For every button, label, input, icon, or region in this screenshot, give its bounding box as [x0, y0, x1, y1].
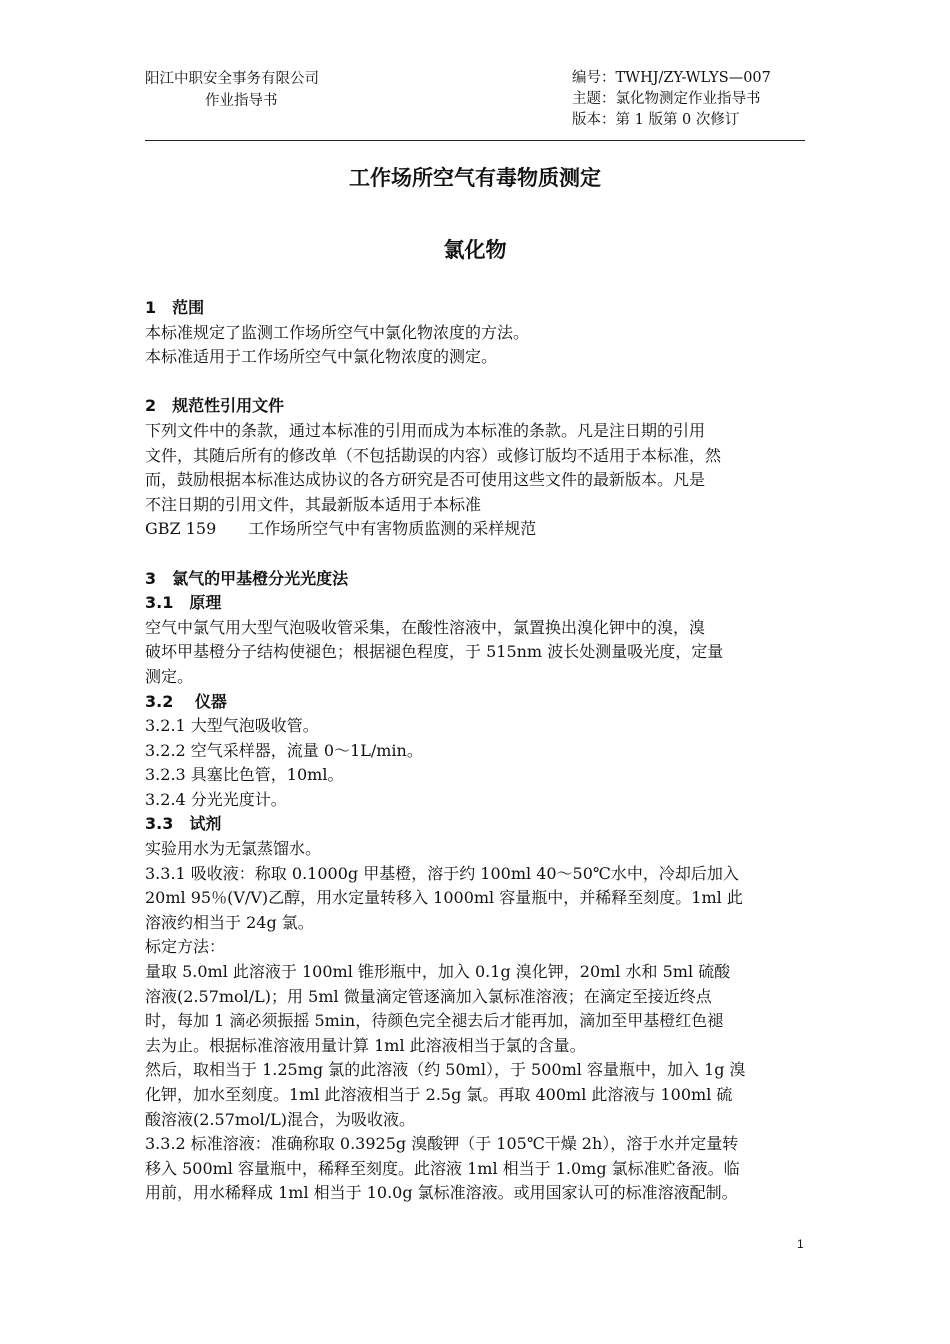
page-number: 1: [797, 1237, 804, 1251]
text-line: 3.3.2 标准溶液：准确称取 0.3925g 溴酸钾（于 105℃干燥 2h），溶于水并定量转: [145, 1134, 739, 1154]
text-line: 实验用水为无氯蒸馏水。: [145, 839, 322, 859]
section-heading: 1 范围: [145, 298, 205, 317]
text-line: 3.2.3 具塞比色管，10ml。: [145, 765, 344, 785]
company-name: 阳江中职安全事务有限公司: [145, 71, 319, 87]
text-line: 下列文件中的条款，通过本标准的引用而成为本标准的条款。凡是注日期的引用: [145, 420, 706, 440]
text-line: 20ml 95％(V/V)乙醇，用水定量转移入 1000ml 容量瓶中，并稀释至刻度。1ml 此: [145, 888, 743, 908]
section-heading: 3.1 原理: [145, 593, 222, 613]
text-line: 酸溶液(2.57mol/L)混合，为吸收液。: [145, 1109, 416, 1129]
header-right: [572, 68, 771, 131]
text-line: 时，每加 1 滴必须振摇 5min，待颜色完全褪去后才能再加，滴加至甲基橙红色褪: [145, 1011, 724, 1031]
document-subject: 主题：氯化物测定作业指导书: [572, 91, 761, 107]
text-line: 3.2.4 分光光度计。: [145, 789, 287, 809]
header-divider: [145, 140, 805, 141]
text-line: 破坏甲基橙分子结构使褪色；根据褪色程度，于 515nm 波长处测量吸光度，定量: [145, 642, 724, 662]
page-subtitle: 氯化物: [443, 238, 507, 262]
text-line: 不注日期的引用文件，其最新版本适用于本标准: [145, 494, 482, 514]
text-line: 去为止。根据标准溶液用量计算 1ml 此溶液相当于氯的含量。: [145, 1035, 586, 1055]
text-line: 溶液约相当于 24g 氯。: [145, 912, 314, 932]
text-line: 移入 500ml 容量瓶中，稀释至刻度。此溶液 1ml 相当于 1.0mg 氯标准贮备液。临: [145, 1158, 740, 1178]
text-line: GBZ 159 工作场所空气中有害物质监测的采样规范: [145, 519, 537, 539]
section-heading: 3 氯气的甲基橙分光光度法: [145, 568, 349, 588]
text-line: 标定方法：: [145, 937, 226, 957]
section-heading: 3.3 试剂: [145, 814, 222, 834]
paragraph-gap: [145, 542, 825, 567]
text-line: 空气中氯气用大型气泡吸收管采集，在酸性溶液中，氯置换出溴化钾中的溴，溴: [145, 617, 706, 637]
text-line: 文件，其随后所有的修改单（不包括勘误的内容）或修订版均不适用于本标准，然: [145, 445, 722, 465]
header-left: [145, 68, 319, 112]
document-type: 作业指导书: [205, 93, 278, 109]
text-line: 3.2.2 空气采样器，流量 0～1L/min。: [145, 740, 423, 760]
text-line: 3.2.1 大型气泡吸收管。: [145, 716, 319, 736]
text-line: 3.3.1 吸收液：称取 0.1000g 甲基橙，溶于约 100ml 40～50℃水中，冷却后加入: [145, 863, 739, 883]
text-line: 本标准规定了监测工作场所空气中氯化物浓度的方法。: [145, 322, 530, 342]
text-line: 而，鼓励根据本标准达成协议的各方研究是否可使用这些文件的最新版本。凡是: [145, 470, 706, 490]
document-code: 编号：TWHJ/ZY-WLYS—007: [572, 70, 771, 86]
text-line: 测定。: [145, 666, 194, 686]
text-line: 用前，用水稀释成 1ml 相当于 10.0g 氯标准溶液。或用国家认可的标准溶液配制。: [145, 1183, 738, 1203]
paragraph-gap: [145, 370, 825, 395]
section-heading: 3.2 仪器: [145, 691, 227, 711]
text-line: 本标准适用于工作场所空气中氯化物浓度的测定。: [145, 347, 498, 367]
text-line: 量取 5.0ml 此溶液于 100ml 锥形瓶中，加入 0.1g 溴化钾，20ml 水和 5ml 硫酸: [145, 962, 731, 982]
page-title: 工作场所空气有毒物质测定: [349, 166, 601, 190]
text-line: 化钾，加水至刻度。1ml 此溶液相当于 2.5g 氯。再取 400ml 此溶液与 100ml 硫: [145, 1085, 733, 1104]
document-body: [145, 296, 825, 1206]
text-line: 然后，取相当于 1.25mg 氯的此溶液（约 50ml），于 500ml 容量瓶中，加入 1g 溴: [145, 1060, 746, 1080]
document-version: 版本：第 1 版第 0 次修订: [572, 112, 740, 128]
section-heading: 2 规范性引用文件: [145, 396, 285, 416]
text-line: 溶液(2.57mol/L)；用 5ml 微量滴定管逐滴加入氯标准溶液；在滴定至接近终点: [145, 986, 712, 1006]
